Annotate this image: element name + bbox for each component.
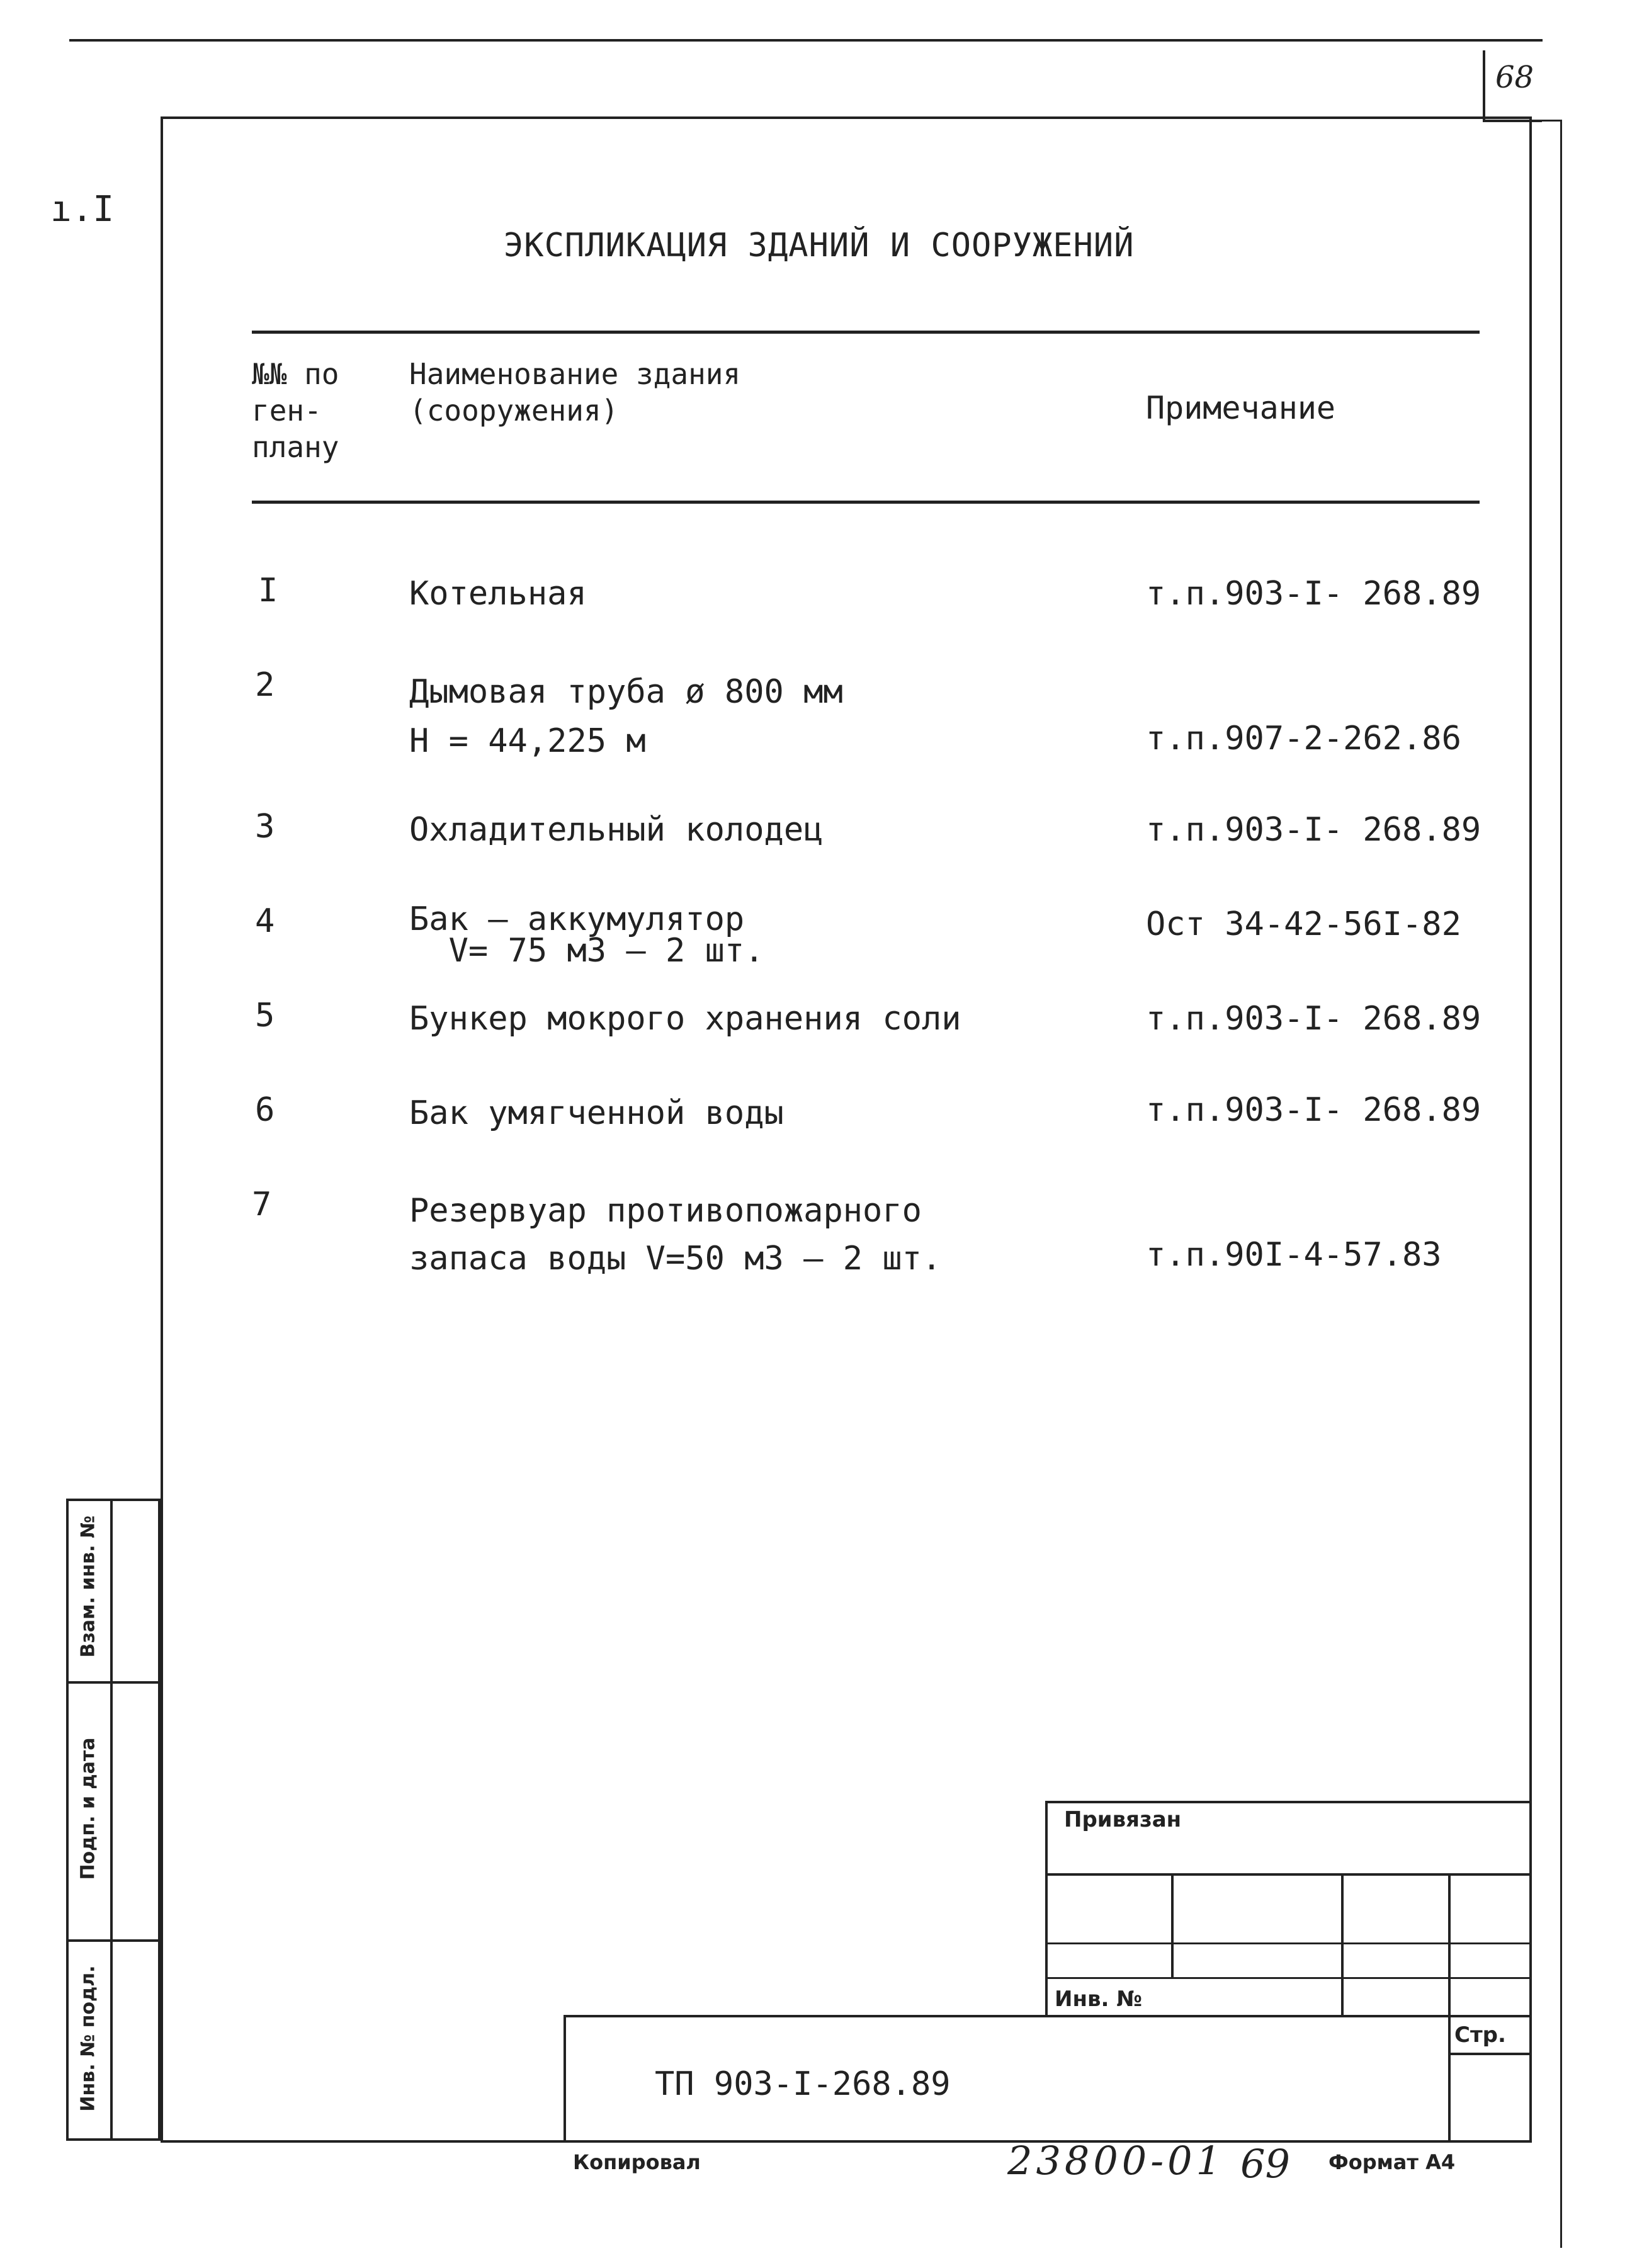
doc-code-str-rule xyxy=(1448,2053,1532,2055)
handwritten-page: 69 xyxy=(1240,2141,1290,2187)
margin-mark: ı.I xyxy=(50,189,115,230)
row-4-num: 4 xyxy=(255,902,275,940)
row-5-note: т.п.903-I- 268.89 xyxy=(1146,1000,1481,1038)
row-3-num: 3 xyxy=(255,808,275,846)
row-2-name: Дымовая труба ø 800 мм Н = 44,225 м xyxy=(409,673,843,760)
inv-no-label: Инв. № xyxy=(1055,1987,1143,2012)
row-3-name: Охладительный колодец xyxy=(409,811,824,849)
row-1-num: I xyxy=(258,572,278,610)
doc-code: ТП 903-I-268.89 xyxy=(655,2065,951,2103)
row-7-num: 7 xyxy=(252,1186,272,1223)
tb-col-3 xyxy=(1448,1873,1451,2015)
side-stamp-rule-1 xyxy=(66,1681,161,1684)
top-outer-line xyxy=(1532,120,1562,122)
side-stamp-rule-2 xyxy=(66,1939,161,1942)
tb-rule-3 xyxy=(1045,1977,1532,1979)
row-4-name: Бак – аккумулятор V= 75 м3 – 2 шт. xyxy=(409,900,764,970)
row-1-name: Котельная xyxy=(409,575,587,613)
row-1-note: т.п.903-I- 268.89 xyxy=(1146,575,1481,613)
table-top-rule xyxy=(252,331,1480,334)
privyazan-label: Привязан xyxy=(1064,1807,1182,1832)
table-header-rule xyxy=(252,501,1480,504)
title-block-privyazan xyxy=(1045,1801,1532,2015)
header-name: Наименование здания (сооружения) xyxy=(409,357,741,428)
row-5-name: Бункер мокрого хранения соли xyxy=(409,1000,961,1038)
tb-col-1 xyxy=(1171,1873,1174,1977)
header-note: Примечание xyxy=(1146,390,1336,426)
side-stamp-inv: Инв. № подл. xyxy=(77,1965,99,2112)
kopiroval-label: Копировал xyxy=(573,2150,701,2174)
tb-rule-2 xyxy=(1045,1942,1532,1944)
tb-col-2 xyxy=(1341,1873,1344,2015)
header-num: №№ по ген- плану xyxy=(252,357,339,464)
top-border-line xyxy=(69,39,1543,42)
document-title: ЭКСПЛИКАЦИЯ ЗДАНИЙ И СООРУЖЕНИЙ xyxy=(504,227,1135,264)
row-3-note: т.п.903-I- 268.89 xyxy=(1146,811,1481,849)
row-5-num: 5 xyxy=(255,997,275,1035)
side-stamp-vzam: Взам. инв. № xyxy=(77,1515,99,1658)
str-label: Стр. xyxy=(1454,2022,1506,2048)
row-7-note: т.п.90I-4-57.83 xyxy=(1146,1236,1442,1274)
row-2-note: т.п.907-2-262.86 xyxy=(1146,720,1461,757)
row-2-num: 2 xyxy=(255,666,275,704)
row-4-note: Ост 34-42-56I-82 xyxy=(1146,905,1461,943)
side-stamp-podp: Подп. и дата xyxy=(77,1737,99,1880)
format-label: Формат А4 xyxy=(1328,2150,1456,2174)
tb-rule-1 xyxy=(1045,1873,1532,1876)
handwritten-code: 23800-01 xyxy=(1007,2138,1225,2184)
side-stamp-divider xyxy=(110,1499,113,2141)
right-outer-line xyxy=(1560,120,1562,2248)
row-7-name: Резервуар противопожарного запаса воды V=50 м3 – 2 шт. xyxy=(409,1192,942,1278)
row-6-num: 6 xyxy=(255,1091,275,1129)
row-6-note: т.п.903-I- 268.89 xyxy=(1146,1091,1481,1129)
page-number: 68 xyxy=(1495,60,1534,95)
doc-code-str-col xyxy=(1448,2015,1451,2143)
row-6-name: Бак умягченной воды xyxy=(409,1094,784,1132)
